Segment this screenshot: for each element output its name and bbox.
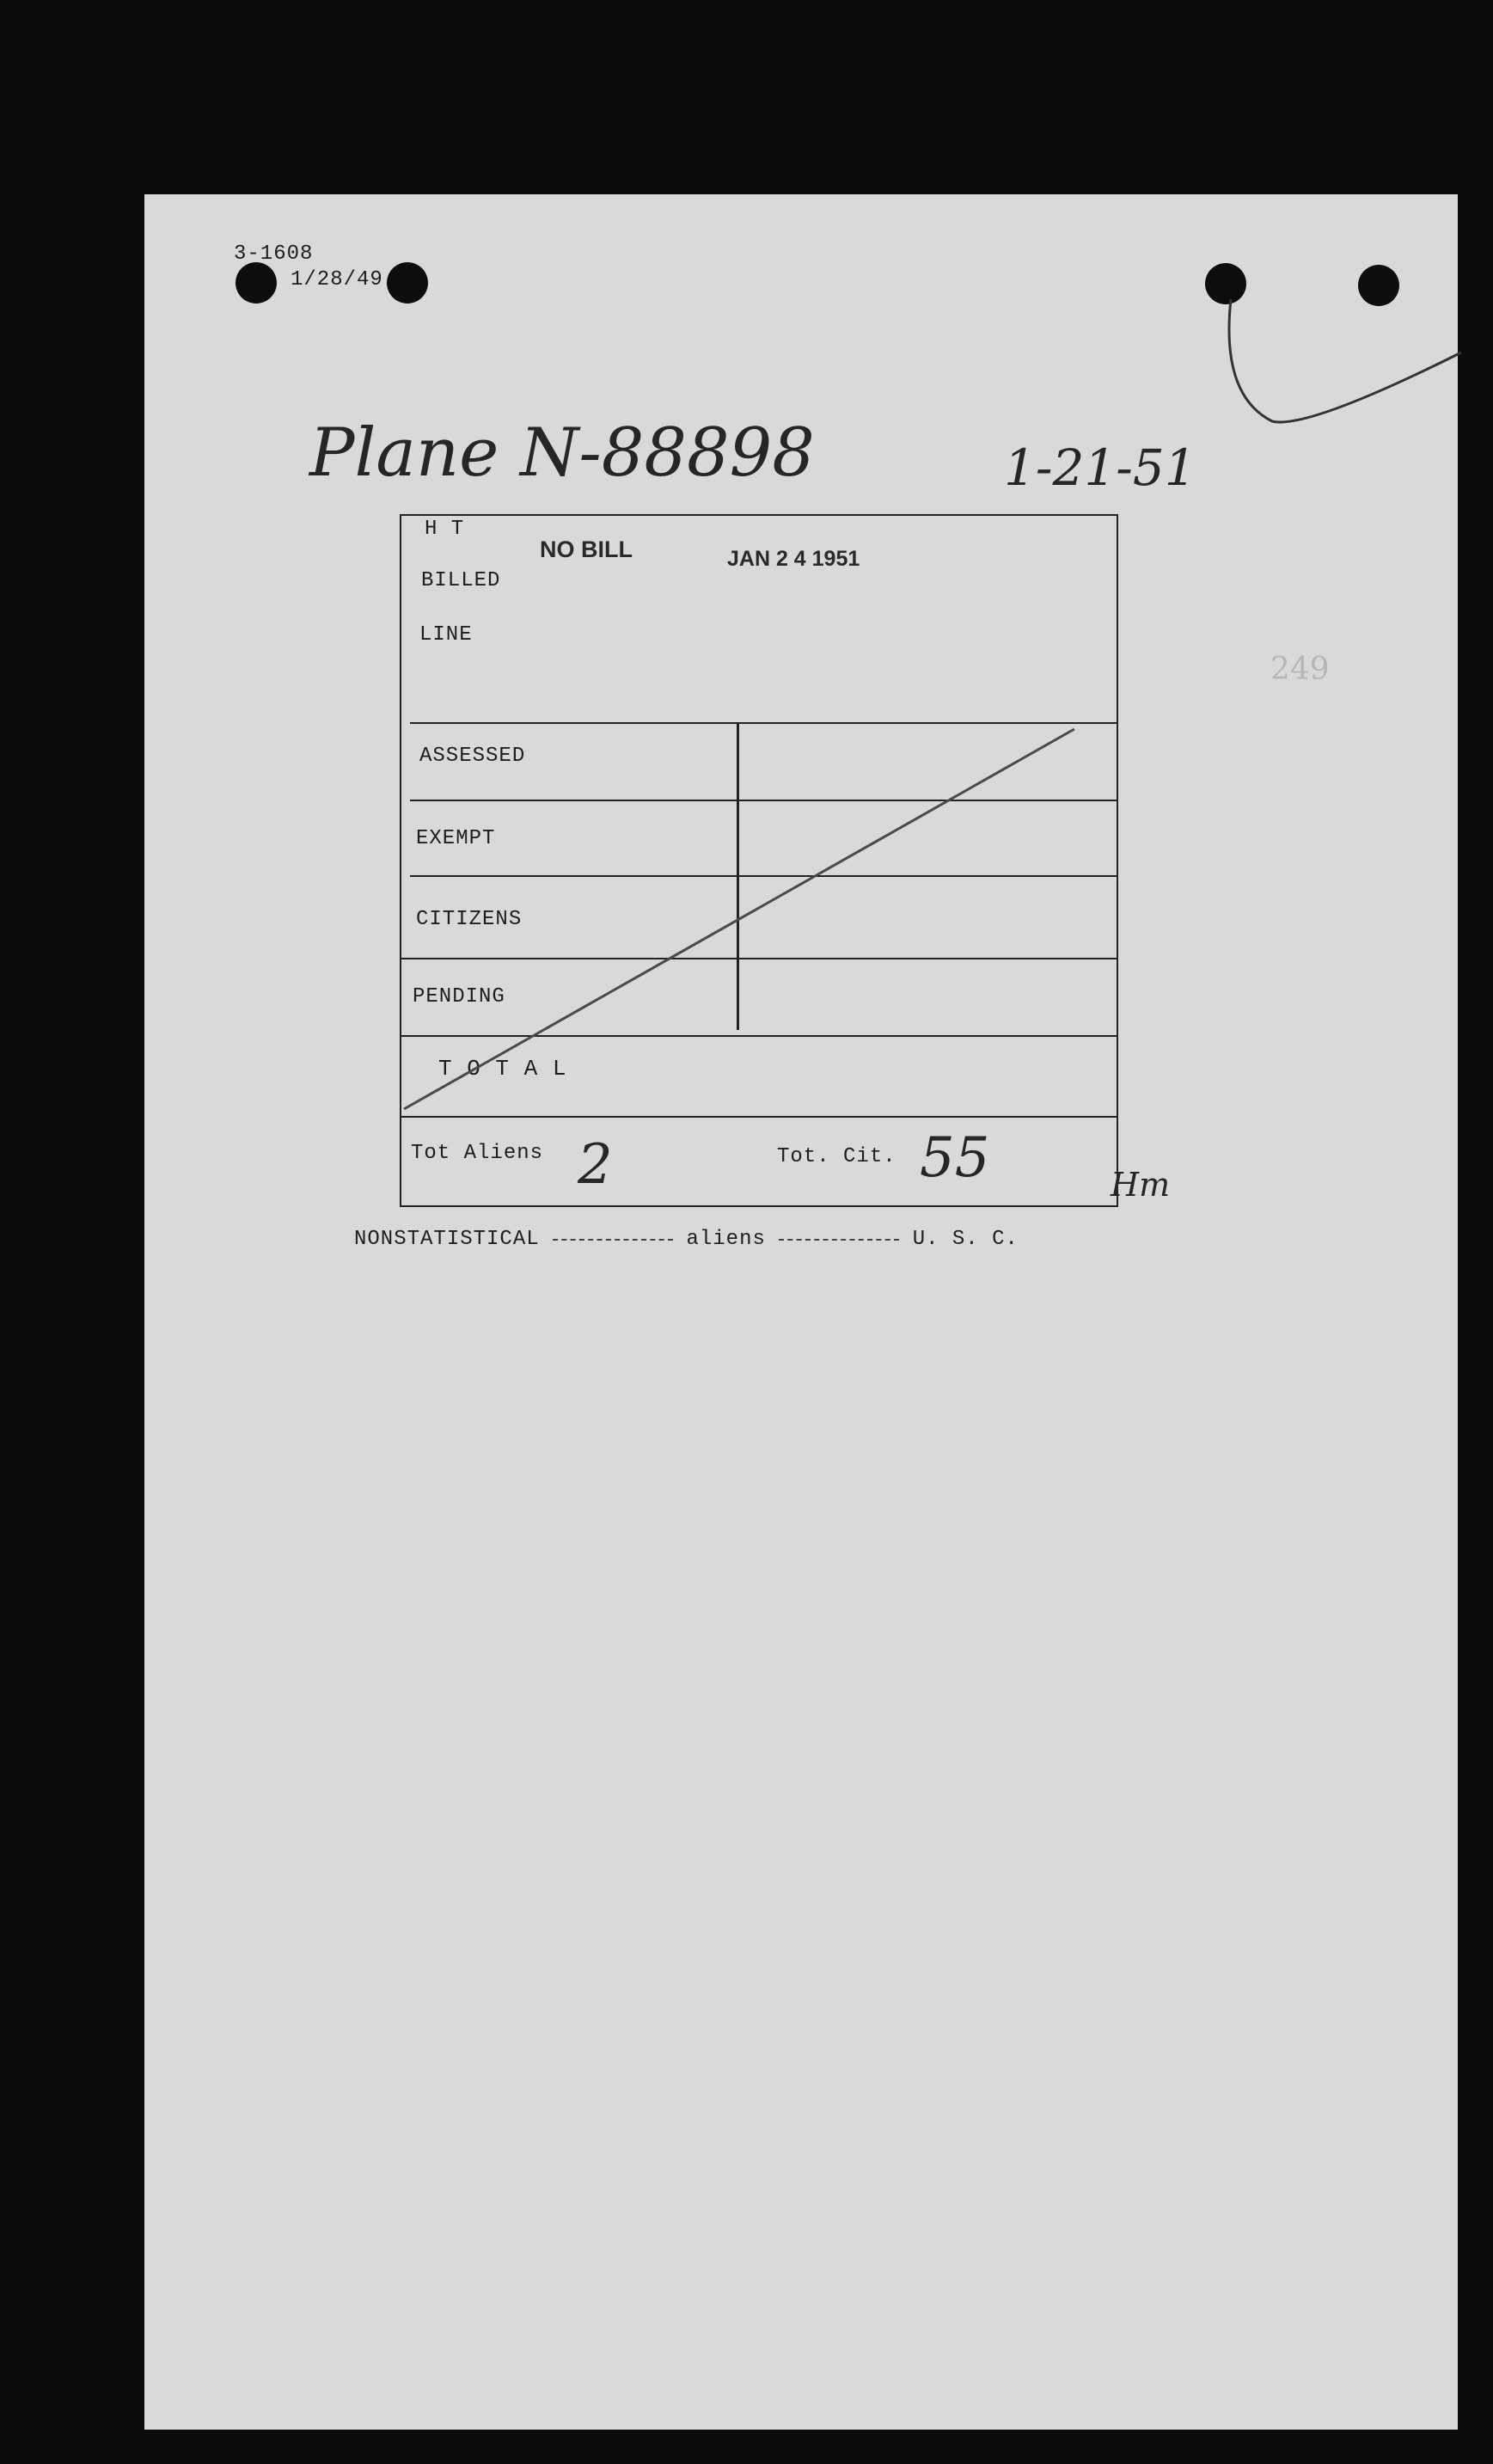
aliens-label: aliens	[686, 1228, 766, 1251]
usc-label: U. S. C.	[912, 1228, 1019, 1251]
page-number: 249	[1270, 652, 1330, 687]
billed-label: BILLED	[421, 569, 501, 592]
line-label: LINE	[419, 623, 473, 647]
form-number: 3-1608	[234, 242, 314, 266]
tot-aliens-value: 2	[578, 1133, 613, 1197]
date-stamp: JAN 2 4 1951	[727, 547, 860, 571]
exempt-label: EXEMPT	[416, 827, 496, 850]
pending-label: PENDING	[413, 985, 505, 1008]
nonstatistical-line	[354, 1228, 1019, 1251]
initials-handwritten: Hm	[1111, 1166, 1171, 1204]
plane-number-handwritten: Plane N-88898	[309, 414, 815, 492]
tot-aliens-label: Tot Aliens	[411, 1142, 544, 1165]
tot-cit-label: Tot. Cit.	[777, 1145, 896, 1168]
date-handwritten: 1-21-51	[1004, 438, 1196, 497]
ht-label: H T	[425, 518, 465, 541]
tot-cit-value: 55	[920, 1126, 990, 1190]
no-bill-stamp: NO BILL	[540, 536, 633, 562]
assessed-label: ASSESSED	[419, 745, 526, 768]
blank-field	[553, 1237, 673, 1241]
blank-field	[779, 1237, 899, 1241]
citizens-label: CITIZENS	[416, 908, 523, 931]
total-label: T O T A L	[438, 1056, 567, 1082]
nonstatistical-label: NONSTATISTICAL	[354, 1228, 540, 1251]
form-date: 1/28/49	[291, 268, 383, 291]
